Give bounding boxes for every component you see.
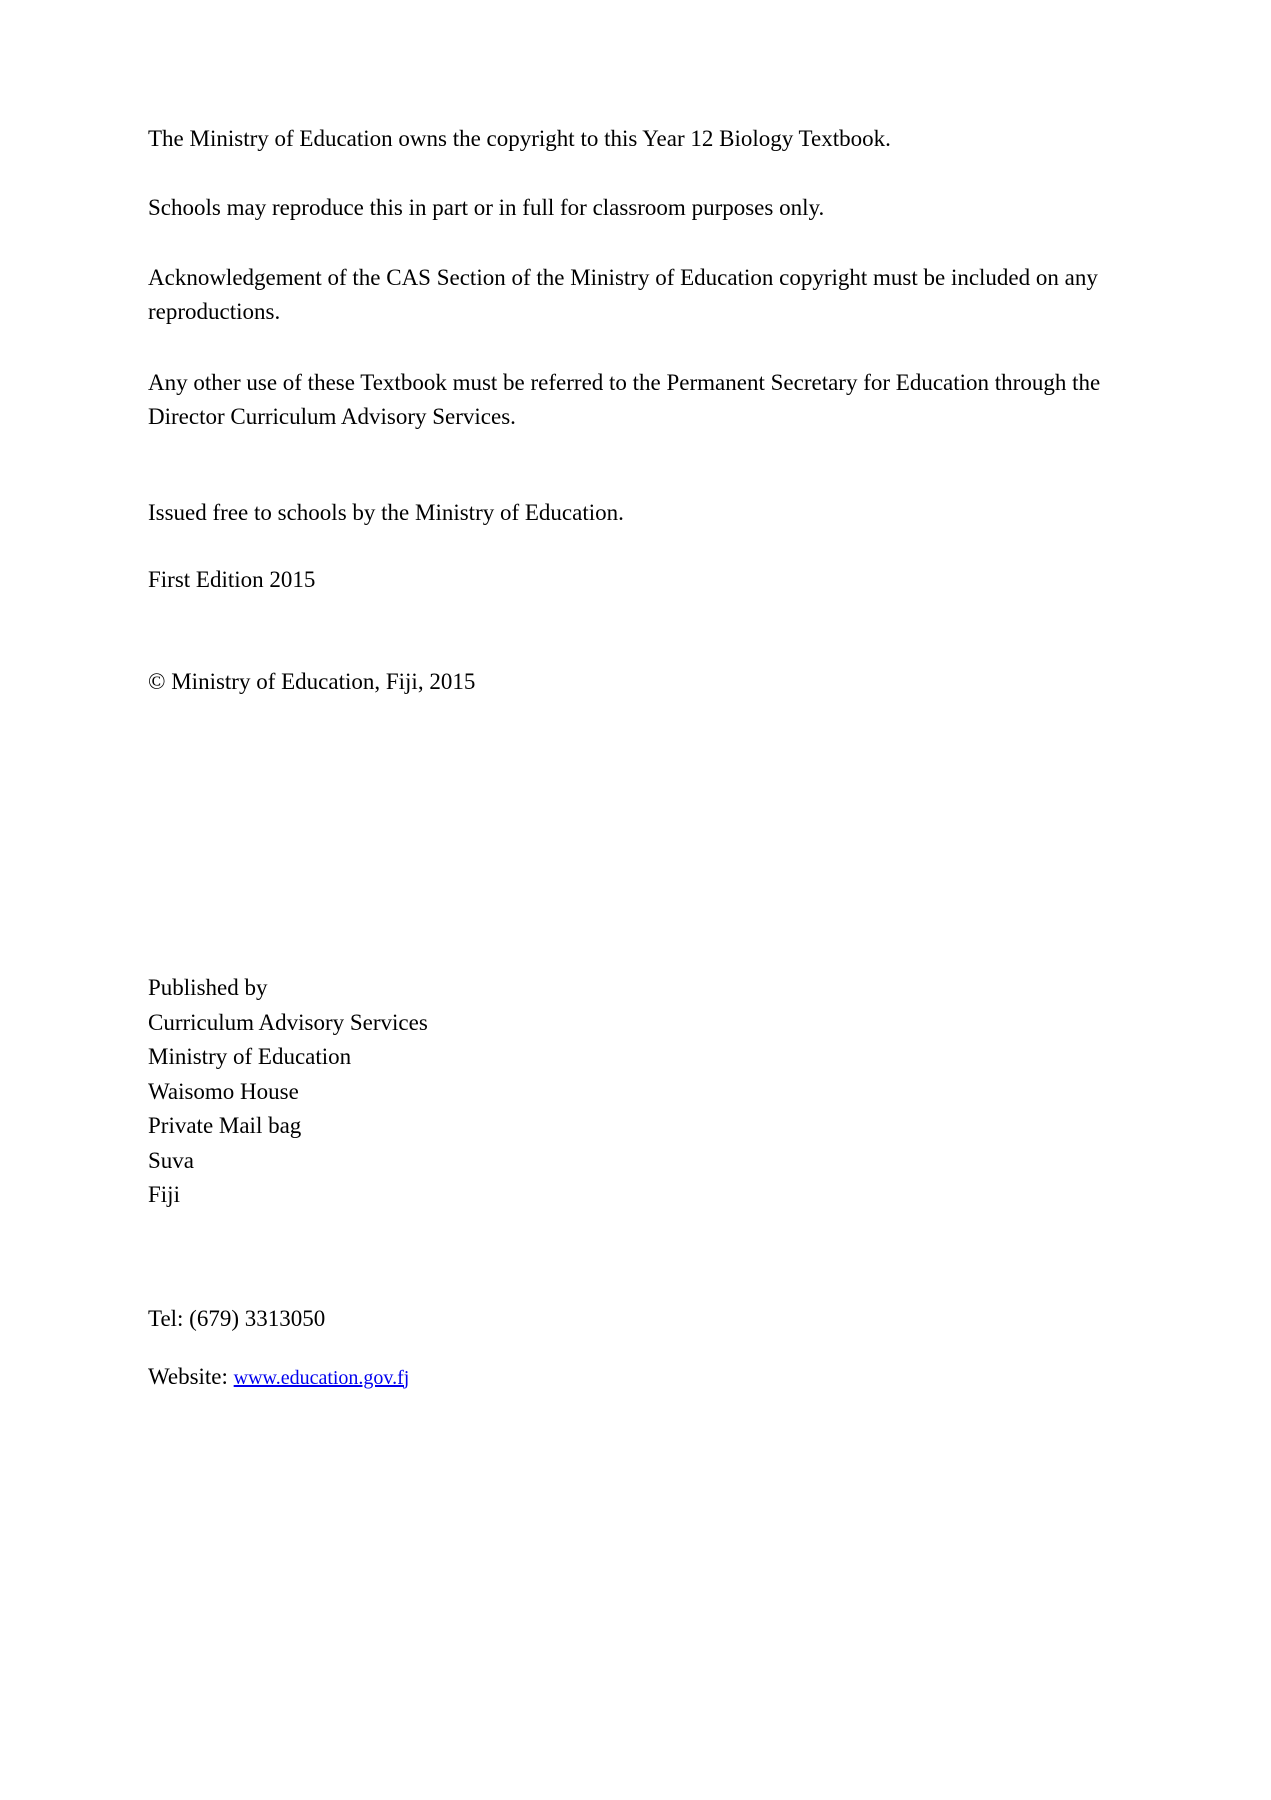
copyright-ownership-paragraph: The Ministry of Education owns the copyright to this Year 12 Biology Textbook. [148,126,891,151]
page-content [148,0,1113,1395]
copyright-year-line: © Ministry of Education, Fiji, 2015 [148,669,476,694]
publisher-address-block [148,971,1113,1213]
edition-line: First Edition 2015 [148,567,316,592]
publisher-line-city: Suva [148,1147,194,1173]
publisher-line-country: Fiji [148,1182,180,1207]
publisher-line-ministry: Ministry of Education [148,1044,352,1069]
other-use-paragraph: Any other use of these Textbook must be referred to the Permanent Secretary for Education through the Director Curriculum Advisory Services. [148,370,1101,429]
publisher-line-published-by: Published by [148,975,268,1000]
acknowledgement-paragraph: Acknowledgement of the CAS Section of the Ministry of Education copyright must be included on any reproductions. [148,265,1098,324]
website-link[interactable]: www.education.gov.fj [233,1366,410,1389]
website-line [148,1360,1113,1395]
website-label: Website: [148,1363,234,1389]
reproduction-permission-paragraph: Schools may reproduce this in part or in full for classroom purposes only. [148,195,825,220]
publisher-line-cas: Curriculum Advisory Services [148,1009,428,1035]
issued-free-line: Issued free to schools by the Ministry of Education. [148,500,624,525]
publisher-line-mailbag: Private Mail bag [148,1113,302,1138]
publisher-line-house: Waisomo House [148,1078,299,1104]
telephone-line: Tel: (679) 3313050 [148,1305,326,1331]
